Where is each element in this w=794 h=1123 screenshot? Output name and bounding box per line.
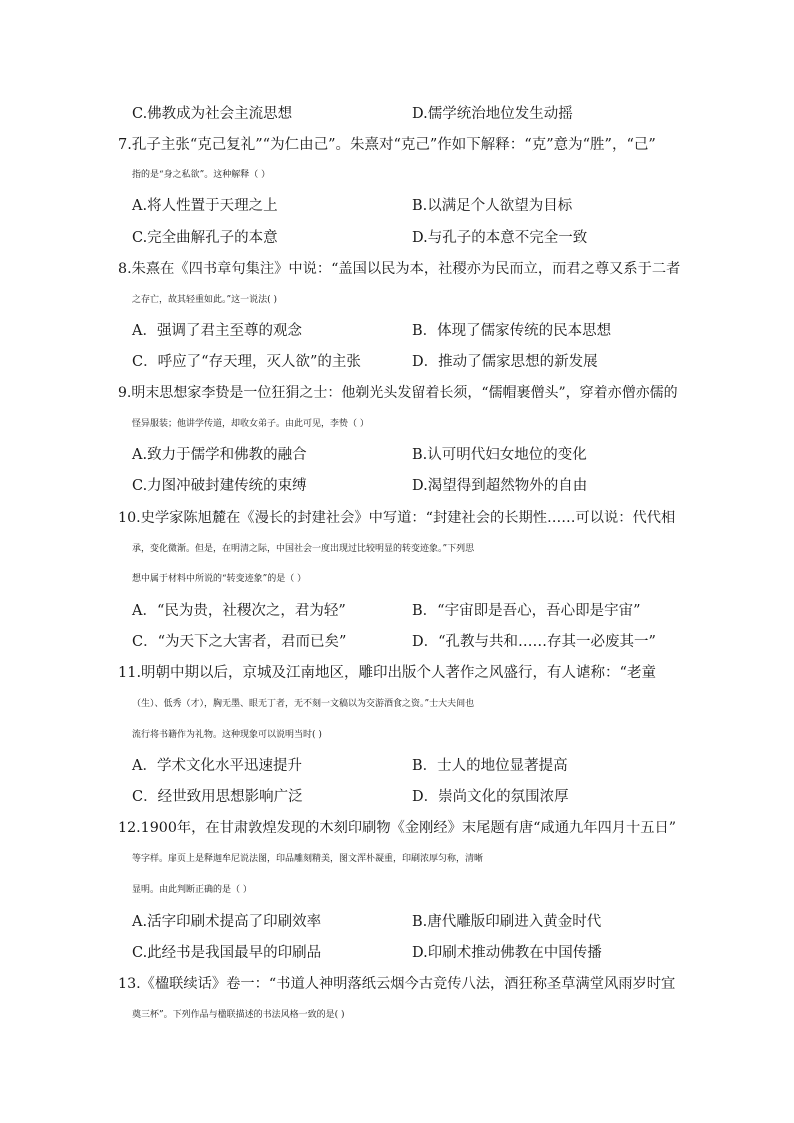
q7-stem-line-1: 7.孔子主张“克己复礼”“为仁由己”。朱熹对“克己”作如下解释：“克”意为“胜”，“己” xyxy=(118,137,656,153)
q7-option-a: A.将人性置于天理之上 xyxy=(132,198,278,214)
q9-option-a: A.致力于儒学和佛教的融合 xyxy=(132,447,307,463)
q12-stem-line-1: 12.1900年，在甘肃敦煌发现的木刻印刷物《金刚经》末尾题有唐“咸通九年四月十五日” xyxy=(118,820,676,836)
q10-stem-line-3: 想中属于材料中所说的“转变迹象”的是（ ） xyxy=(132,574,307,584)
q7-option-b: B.以满足个人欲望为目标 xyxy=(412,198,573,214)
q11-option-b: B．士人的地位显著提高 xyxy=(412,758,568,774)
q10-stem-line-1: 10.史学家陈旭麓在《漫长的封建社会》中写道：“封建社会的长期性……可以说：代代相 xyxy=(118,510,676,526)
q7-stem-line-2: 指的是“身之私欲”。这种解释（ ） xyxy=(132,170,271,180)
q9-option-d: D.渴望得到超然物外的自由 xyxy=(412,478,588,494)
q8-stem-line-2: 之存亡，故其轻重如此。”这一说法( ) xyxy=(132,295,277,305)
q10-option-c: C．“为天下之大害者，君而已矣” xyxy=(132,634,347,650)
q10-option-b: B．“宇宙即是吾心，吾心即是宇宙” xyxy=(412,603,641,619)
q9-option-b: B.认可明代妇女地位的变化 xyxy=(412,447,587,463)
q7-option-c: C.完全曲解孔子的本意 xyxy=(132,230,278,246)
q9-stem-line-2: 怪异服装；他讲学传道，却收女弟子。由此可见，李贽（ ） xyxy=(132,419,369,429)
q11-stem-line-1: 11.明朝中期以后，京城及江南地区，雕印出版个人著作之风盛行，有人谑称：“老童 xyxy=(118,665,656,681)
q11-stem-line-3: 流行将书籍作为礼物。这种现象可以说明当时( ) xyxy=(132,730,322,740)
q13-stem-line-2: 奠三杯”。下列作品与楹联描述的书法风格一致的是( ) xyxy=(132,1010,345,1020)
q8-option-d: D．推动了儒家思想的新发展 xyxy=(412,354,598,370)
q12-option-a: A.活字印刷术提高了印刷效率 xyxy=(132,914,322,930)
q6-option-c: C.佛教成为社会主流思想 xyxy=(132,106,293,122)
q8-option-c: C．呼应了“存天理，灭人欲”的主张 xyxy=(132,354,361,370)
q10-option-a: A．“民为贵，社稷次之，君为轻” xyxy=(132,603,346,619)
q11-option-c: C．经世致用思想影响广泛 xyxy=(132,789,303,805)
q10-option-d: D．“孔教与共和……存其一必废其一” xyxy=(412,634,656,650)
q12-option-c: C.此经书是我国最早的印刷品 xyxy=(132,945,322,961)
q8-option-b: B．体现了儒家传统的民本思想 xyxy=(412,323,612,339)
q12-stem-line-2: 等字样。扉页上是释迦牟尼说法图，印品雕刻精美，图文浑朴凝重，印刷浓厚匀称，清晰 xyxy=(132,854,484,864)
q7-option-d: D.与孔子的本意不完全一致 xyxy=(412,230,588,246)
q8-stem-line-1: 8.朱熹在《四书章句集注》中说：“盖国以民为本，社稷亦为民而立，而君之尊又系于二者 xyxy=(118,261,681,277)
q6-option-d: D.儒学统治地位发生动摇 xyxy=(412,106,573,122)
q8-option-a: A．强调了君主至尊的观念 xyxy=(132,323,302,339)
q11-option-a: A．学术文化水平迅速提升 xyxy=(132,758,302,774)
q11-option-d: D．崇尚文化的氛围浓厚 xyxy=(412,789,569,805)
q9-option-c: C.力图冲破封建传统的束缚 xyxy=(132,478,307,494)
q12-option-d: D.印刷术推动佛教在中国传播 xyxy=(412,945,602,961)
q11-stem-line-2: （生）、低秀（才），胸无墨、眼无丁者，无不刻一文稿以为交游酒食之资。”士大夫间也 xyxy=(132,699,475,709)
q10-stem-line-2: 承，变化微渐。但是，在明清之际，中国社会一度出现过比较明显的转变迹象。”下列思 xyxy=(132,544,475,554)
q12-stem-line-3: 显明。由此判断正确的是（ ） xyxy=(132,885,252,895)
q9-stem-line-1: 9.明末思想家李贽是一位狂狷之士：他剃光头发留着长须，“儒帽裹僧头”，穿着亦僧亦儒的 xyxy=(118,385,678,401)
q13-stem-line-1: 13.《楹联续话》卷一：“书道人神明落纸云烟今古竞传八法，酒狂称圣草满堂风雨岁时宜 xyxy=(118,976,676,992)
q12-option-b: B.唐代雕版印刷进入黄金时代 xyxy=(412,914,602,930)
